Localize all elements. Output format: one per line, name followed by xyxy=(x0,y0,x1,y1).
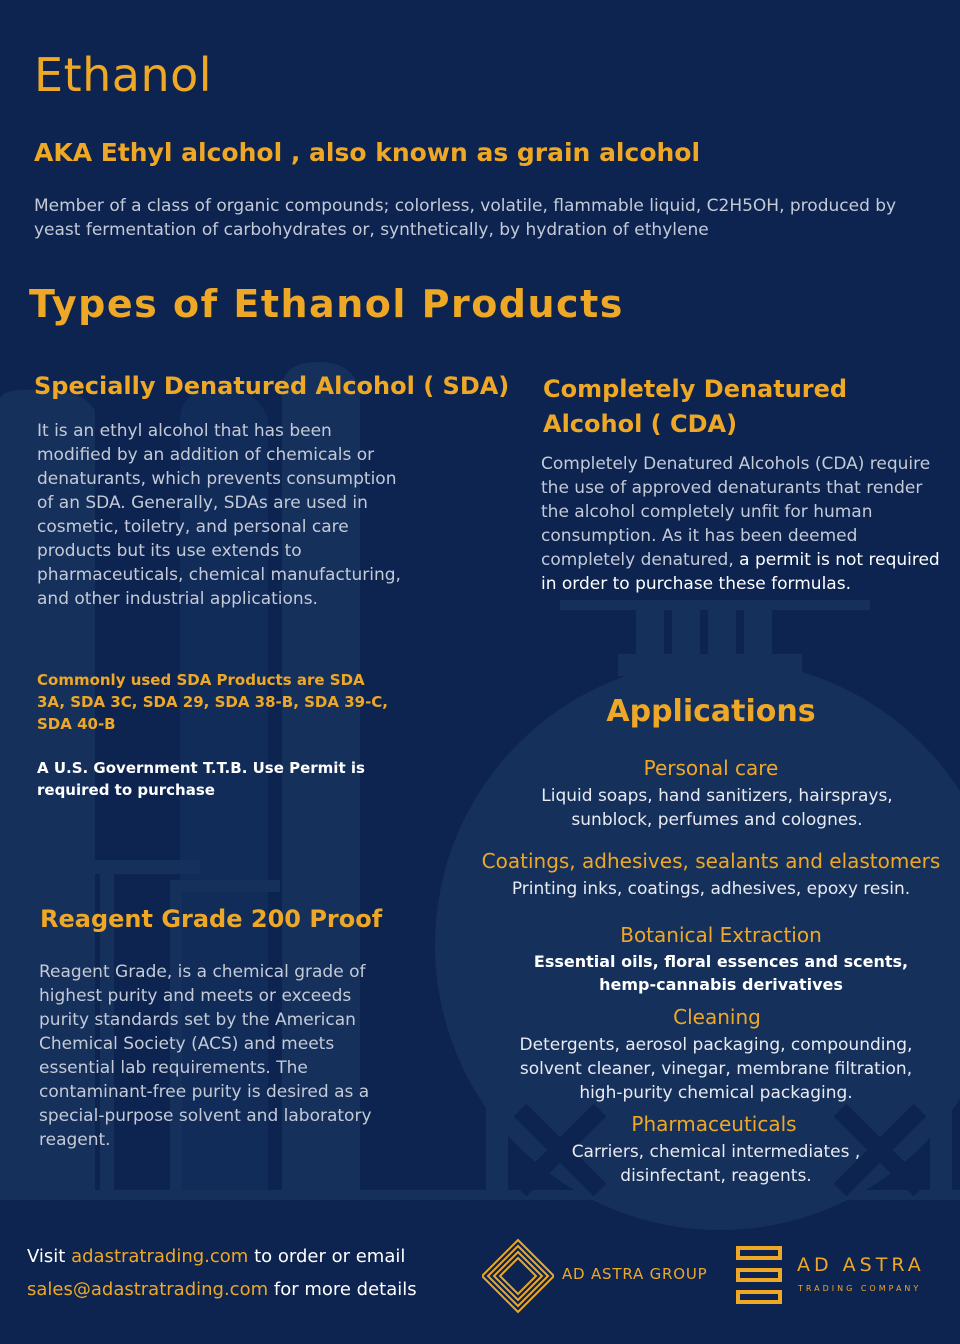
app-coatings-title: Coatings, adhesives, sealants and elastomers xyxy=(481,849,941,873)
email-link[interactable]: sales@adastratrading.com xyxy=(27,1279,269,1300)
sda-permit-notice: A U.S. Government T.T.B. Use Permit is required to purchase xyxy=(37,759,365,799)
app-cleaning-title: Cleaning xyxy=(673,1005,761,1029)
footer-details-label: for more details xyxy=(268,1279,417,1300)
footer-visit-label: Visit xyxy=(27,1246,72,1267)
app-personal-care-text: Liquid soaps, hand sanitizers, hairsprays, sunblock, perfumes and colognes. xyxy=(541,786,893,830)
app-botanical-text: Essential oils, floral essences and scents, hemp-cannabis derivatives xyxy=(533,952,909,994)
ad-astra-group-text: AD ASTRA GROUP xyxy=(562,1265,708,1283)
app-botanical-title: Botanical Extraction xyxy=(620,923,822,947)
app-cleaning-text: Detergents, aerosol packaging, compounding, solvent cleaner, vinegar, membrane filtration, high-purity chemical packaging. xyxy=(519,1035,913,1103)
cda-heading: Completely Denatured Alcohol ( CDA) xyxy=(543,375,848,438)
cda-description xyxy=(541,452,941,596)
page-title: Ethanol xyxy=(34,48,213,102)
footer-order-label: to order or email xyxy=(248,1246,406,1267)
app-personal-care-title: Personal care xyxy=(643,756,779,780)
types-heading: Types of Ethanol Products xyxy=(29,282,624,326)
sda-description: It is an ethyl alcohol that has been modified by an addition of chemicals or denaturants, which prevents consumption of an SDA. Generally, SDAs are used in cosmetic, toiletry, and personal care products but its use extends to pharmaceuticals, chemical manufacturing, and other industrial applications. xyxy=(37,421,401,609)
sda-heading: Specially Denatured Alcohol ( SDA) xyxy=(34,372,510,400)
applications-heading: Applications xyxy=(606,694,816,729)
app-coatings-text: Printing inks, coatings, adhesives, epoxy resin. xyxy=(511,879,911,899)
diamond-logo-icon xyxy=(482,1238,554,1316)
footer-contact xyxy=(27,1240,467,1306)
ad-astra-trading-logo xyxy=(734,1244,944,1308)
website-link[interactable]: adastratrading.com xyxy=(71,1246,249,1267)
aka-subtitle: AKA Ethyl alcohol , also known as grain alcohol xyxy=(34,138,701,167)
stacked-bars-logo-icon xyxy=(734,1244,784,1306)
reagent-description: Reagent Grade, is a chemical grade of highest purity and meets or exceeds purity standards set by the American Chemical Society (ACS) and meets essential lab requirements. The contaminant-free purity is desired as a special-purpose solvent and laboratory reagent. xyxy=(39,962,372,1150)
cda-permit-highlight: a permit is not required in order to purchase these formulas. xyxy=(541,550,940,594)
app-pharmaceuticals-text: Carriers, chemical intermediates , disinfectant, reagents. xyxy=(571,1142,861,1186)
ad-astra-trading-subtitle: TRADING COMPANY xyxy=(798,1284,922,1293)
reagent-heading: Reagent Grade 200 Proof xyxy=(40,905,383,933)
ad-astra-group-logo xyxy=(482,1238,712,1316)
cda-description-text: Completely Denatured Alcohols (CDA) require the use of approved denaturants that render the alcohol completely unfit for human consumption. As it has been deemed completely denatured, xyxy=(541,454,931,570)
sda-products-list: Commonly used SDA Products are SDA 3A, SDA 3C, SDA 29, SDA 38-B, SDA 39-C, SDA 40-B xyxy=(37,671,389,733)
ad-astra-trading-name: AD ASTRA xyxy=(797,1254,925,1276)
intro-paragraph: Member of a class of organic compounds; colorless, volatile, flammable liquid, C2H5OH, produced by yeast fermentation of carbohydrates or, synthetically, by hydration of ethylene xyxy=(34,196,897,240)
app-pharmaceuticals-title: Pharmaceuticals xyxy=(631,1112,797,1136)
